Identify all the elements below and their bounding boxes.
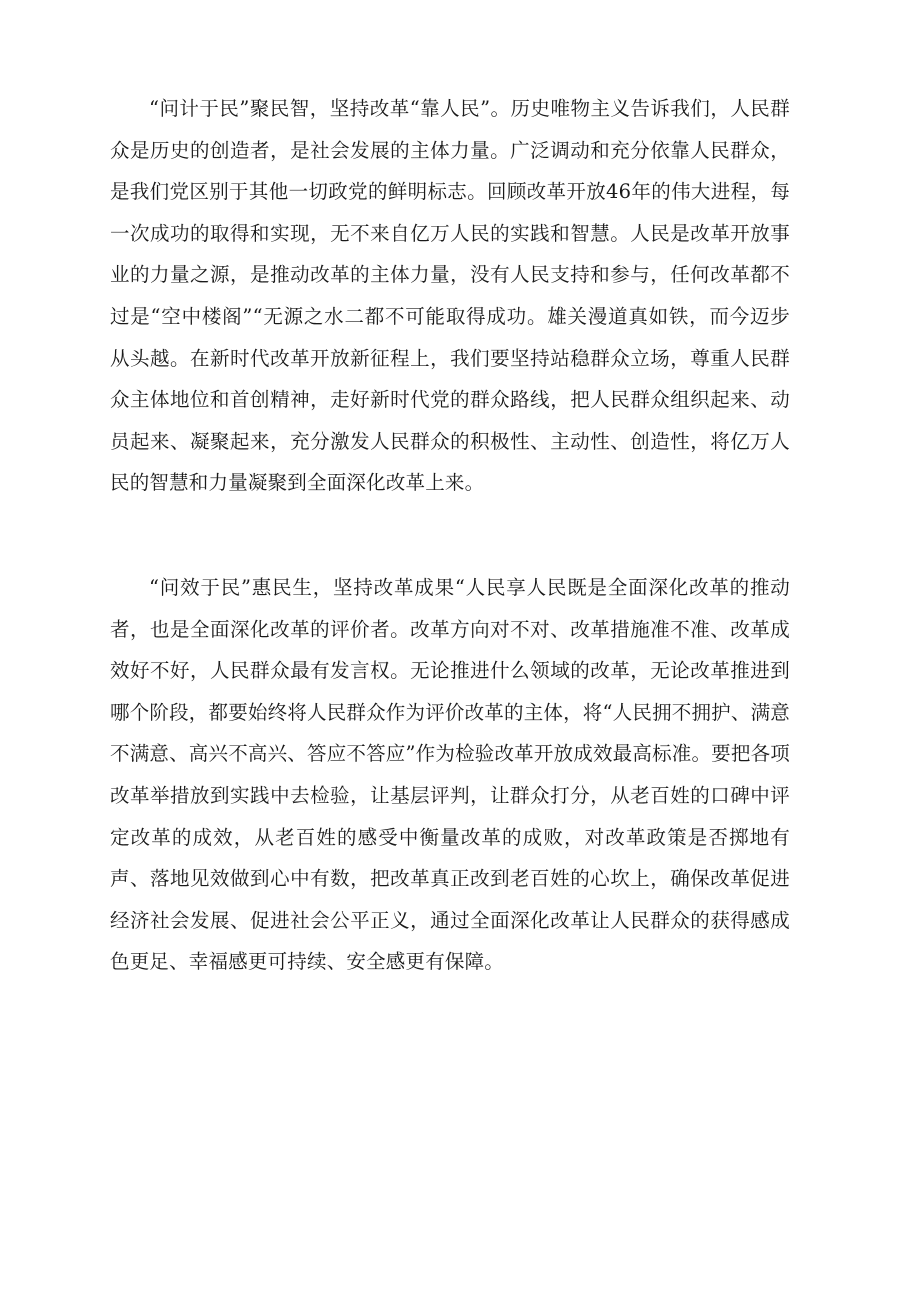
paragraph-wenji-yumin: “问计于民”聚民智，坚持改革“靠人民”。历史唯物主义告诉我们，人民群众是历史的创造者，是社会发展的主体力量。广泛调动和充分依靠人民群众，是我们党区别于其他一切政党的鲜明标志。回顾改革开放46年的伟大进程，每一次成功的取得和实现，无不来自亿万人民的实践和智慧。人民是改革开放事业的力量之源，是推动改革的主体力量，没有人民支持和参与，任何改革都不过是“空中楼阁”“无源之水二都不可能取得成功。雄关漫道真如铁，而今迈步从头越。在新时代改革开放新征程上，我们要坚持站稳群众立场，尊重人民群众主体地位和首创精神，走好新时代党的群众路线，把人民群众组织起来、动员起来、凝聚起来，充分激发人民群众的积极性、主动性、创造性，将亿万人民的智慧和力量凝聚到全面深化改革上来。 [110, 97, 790, 495]
document-page [110, 88, 790, 983]
paragraph-wenxiao-yumin: “问效于民”惠民生，坚持改革成果“人民享人民既是全面深化改革的推动者，也是全面深化改革的评价者。改革方向对不对、改革措施准不准、改革成效好不好，人民群众最有发言权。无论推进什么领域的改革，无论改革推进到哪个阶段，都要始终将人民群众作为评价改革的主体，将“人民拥不拥护、满意不满意、高兴不高兴、答应不答应”作为检验改革开放成效最高标准。要把各项改革举措放到实践中去检验，让基层评判，让群众打分，从老百姓的口碑中评定改革的成效，从老百姓的感受中衡量改革的成败，对改革政策是否掷地有声、落地见效做到心中有数，把改革真正改到老百姓的心坎上，确保改革促进经济社会发展、促进社会公平正义，通过全面深化改革让人民群众的获得感成色更足、幸福感更可持续、安全感更有保障。 [110, 575, 790, 974]
